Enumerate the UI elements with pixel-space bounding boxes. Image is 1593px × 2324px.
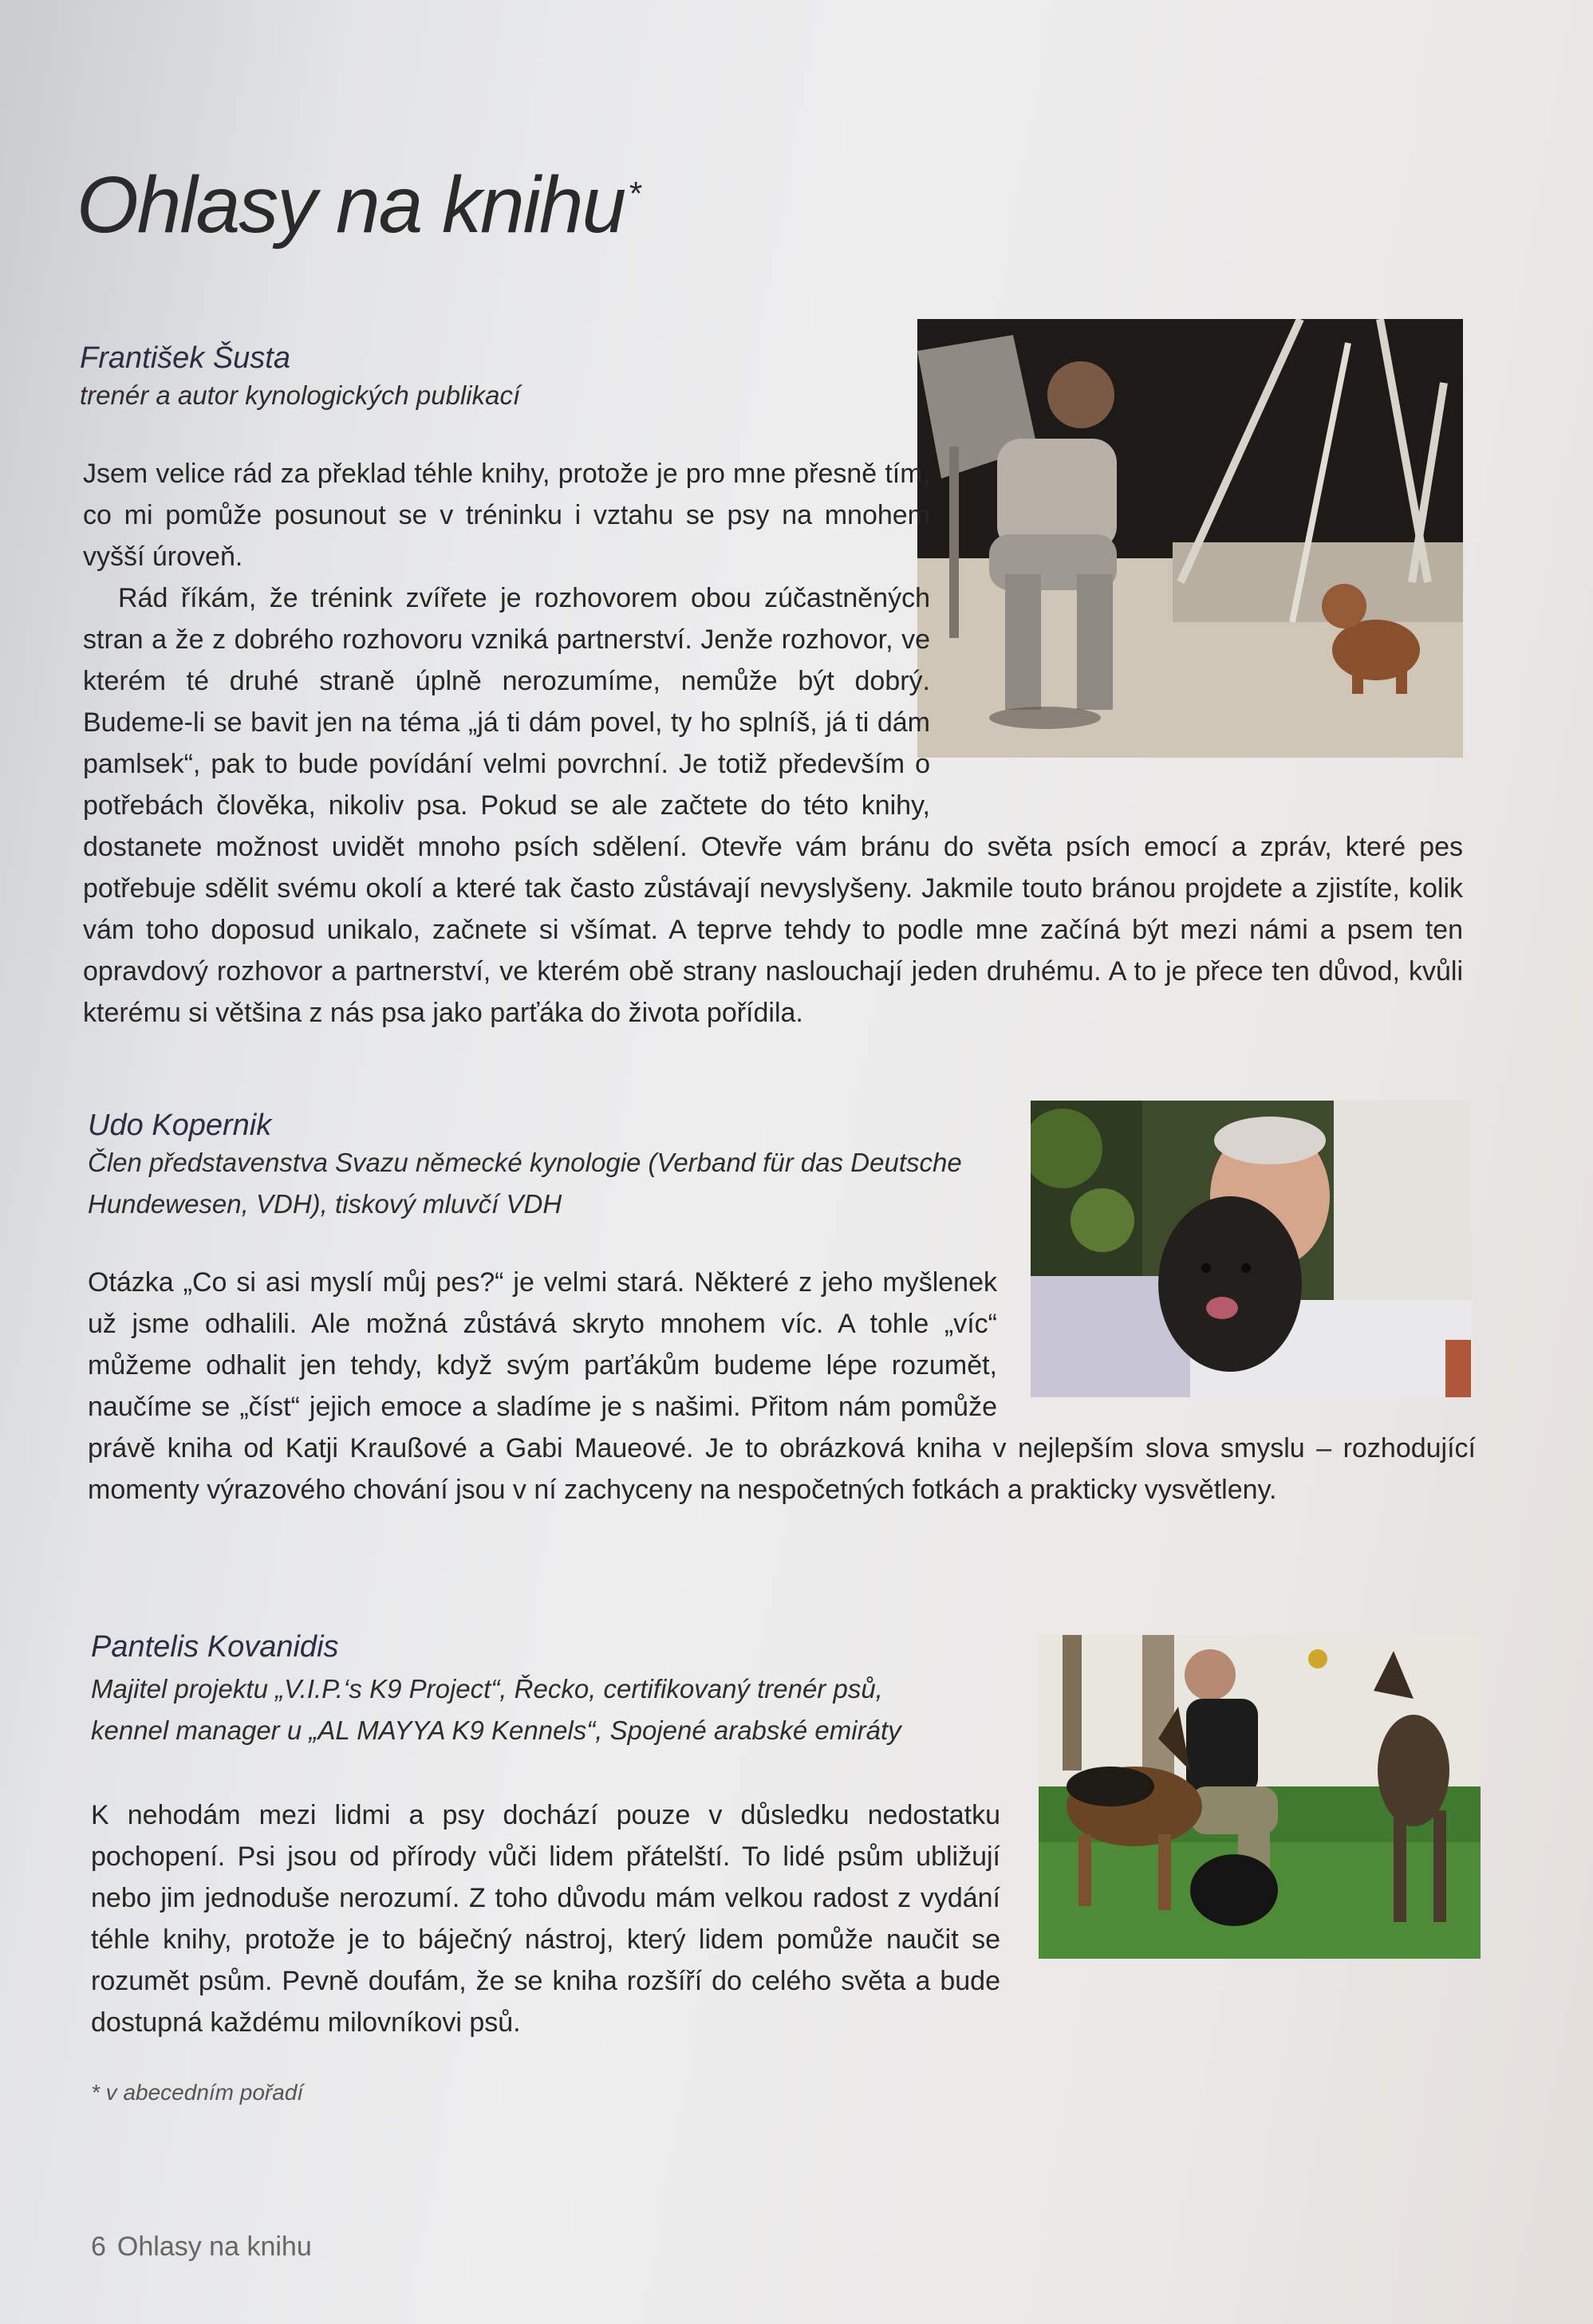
review-paragraph: Otázka „Co si asi myslí můj pes?“ je velmi stará. Některé z jeho myšlenek už jsme odhalili. Ale možná zůstává skryto mnohem víc. A tohle „víc“ můžeme odhalit jen tehdy, když svým parťákům budeme lépe rozumět, naučíme se „číst“ jejich emoce a sladíme je s našimi. Přitom nám pomůže právě kniha od Katji Kraußové a Gabi Maueové. Je to obrázková kniha v nejlepším slova smyslu – rozhodující momenty výrazového chování jsou v ní zachyceny na nespočetných fotkách a prakticky vysvětleny. [88,1267,1476,1505]
running-title: Ohlasy na knihu [116,2231,312,2262]
page-folio [91,2231,312,2263]
title-footnote-mark: * [628,174,640,212]
page-title: Ohlasy na knihu* [77,160,640,250]
review-text-kopernik [88,1262,1476,1511]
photo-wrap-spacer [930,453,1463,804]
review-text-susta [83,453,1463,1034]
review-text-kovanidis [91,1794,1000,2043]
page-number: 6 [91,2231,106,2262]
review-paragraph: Rád říkám, že trénink zvířete je rozhovorem obou zúčastněných stran a že z dobrého rozhovoru vzniká partnerství. Jenže rozhovor, ve kterém té druhé straně úplně nerozumíme, nemůže být dobrý. Budeme-li se bavit jen na téma „já ti dám povel, ty ho splníš, já ti dám pamlsek“, pak to bude povídání velmi povrchní. Je totiž především o potřebách člověka, nikoliv psa. Pokud se ale začtete do této knihy, dostanete možnost uvidět mnoho psích sdělení. Otevře vám bránu do světa psích emocí a zpráv, které pes potřebuje sdělit svému okolí a které tak často zůstávají nevyslyšeny. Jakmile touto bránou projdete a zjistíte, kolik vám toho doposud unikalo, začnete si všímat. A teprve tehdy to podle mne začíná být mezi námi a psem ten opravdový rozhovor a partnerství, ve kterém obě strany naslouchají jeden druhému. A to je přece ten důvod, kvůli kterému si většina z nás psa jako parťáka do života pořídila. [83,583,1463,1028]
reviewer-name-susta: František Šusta [80,341,290,375]
review-paragraph: Jsem velice rád za překlad téhle knihy, protože je pro mne přesně tím, co mi pomůže posunout se v tréninku i vztahu se psy na mnohem vyšší úroveň. [83,459,930,572]
reviewer-name-kopernik: Udo Kopernik [88,1109,272,1142]
photo-trainer-with-shepherds [1039,1635,1481,1959]
reviewer-name-kovanidis: Pantelis Kovanidis [91,1630,339,1664]
review-paragraph: K nehodám mezi lidmi a psy dochází pouze v důsledku nedostatku pochopení. Psi jsou od přírody vůči lidem přátelští. To lidé psům ubližují nebo jim jednoduše nerozumí. Z toho důvodu mám velkou radost z vydání téhle knihy, protože je to báječný nástroj, který lidem pomůže naučit se rozumět psům. Pevně doufám, že se kniha rozšíří do celého světa a bude dostupná každému milovníkovi psů. [91,1800,1000,2038]
reviewer-role-kopernik: Člen představenstva Svazu německé kynologie (Verband für das Deutsche Hundewesen, VDH), tiskový mluvčí VDH [88,1148,962,1219]
reviewer-role-susta: trenér a autor kynologických publikací [80,380,521,410]
reviewer-role-kovanidis: Majitel projektu „V.I.P.‘s K9 Project“, Řecko, certifikovaný trenér psů, kennel manager u „AL MAYYA K9 Kennels“, Spojené arabské emiráty [91,1674,901,1745]
photo-wrap-spacer [997,1262,1476,1397]
footnote: * v abecedním pořadí [91,2080,304,2105]
